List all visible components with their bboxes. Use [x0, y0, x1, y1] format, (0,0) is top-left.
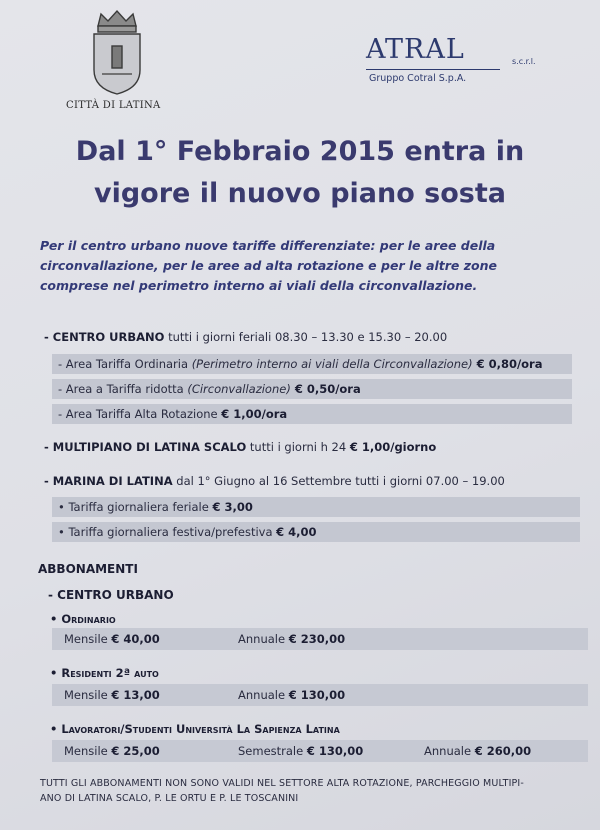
ordinario-annuale — [238, 632, 345, 646]
multipiano-row — [44, 440, 436, 454]
mensile-label: Mensile — [64, 688, 112, 702]
mensile-price: € 13,00 — [111, 688, 160, 702]
tariff-price: € 3,00 — [212, 500, 253, 514]
tariff-note: (Perimetro interno ai viali della Circonvallazione) — [191, 357, 473, 371]
tariff-note: (Circonvallazione) — [187, 382, 291, 396]
marina-hours: dal 1° Giugno al 16 Settembre tutti i giorni 07.00 – 19.00 — [172, 474, 505, 488]
tariff-label: - Area Tariffa Alta Rotazione — [58, 407, 222, 421]
company-logo: ATRAL — [366, 34, 465, 65]
annuale-price: € 260,00 — [474, 744, 532, 758]
ordinario-mensile — [64, 632, 160, 646]
multipiano-label: - MULTIPIANO DI LATINA SCALO — [44, 440, 247, 454]
tariff-row-ordinaria — [58, 357, 542, 371]
marina-label: - MARINA DI LATINA — [44, 474, 173, 488]
mensile-price: € 40,00 — [111, 632, 160, 646]
tariff-price: € 4,00 — [276, 525, 317, 539]
tariff-label: • Tariffa giornaliera feriale — [58, 500, 213, 514]
intro-line: Per il centro urbano nuove tariffe differenziate: per le aree della — [40, 238, 496, 253]
centro-label: - CENTRO URBANO — [44, 330, 165, 344]
lavoratori-semestrale — [238, 744, 363, 758]
semestrale-label: Semestrale — [238, 744, 307, 758]
company-suffix: s.c.r.l. — [512, 57, 536, 66]
footer-note — [40, 776, 580, 806]
footer-line: TUTTI GLI ABBONAMENTI NON SONO VALIDI NEL SETTORE ALTA ROTAZIONE, PARCHEGGIO MULTIPI- — [40, 778, 524, 789]
tariff-label: • Tariffa giornaliera festiva/prefestiva — [58, 525, 277, 539]
centro-hours: tutti i giorni feriali 08.30 – 13.30 e 15.30 – 20.00 — [168, 330, 448, 344]
city-crest-icon — [86, 8, 148, 96]
annuale-label: Annuale — [238, 688, 289, 702]
annuale-label: Annuale — [238, 632, 289, 646]
marina-feriale-row — [58, 500, 253, 514]
headline-line-1: Dal 1° Febbraio 2015 entra in — [75, 136, 525, 167]
lavoratori-label: • Lavoratori/Studenti Università La Sapienza Latina — [50, 722, 340, 736]
headline-line-2: vigore il nuovo piano sosta — [93, 178, 506, 209]
semestrale-price: € 130,00 — [306, 744, 364, 758]
company-group: Gruppo Cotral S.p.A. — [369, 73, 467, 84]
multipiano-price: € 1,00/giorno — [349, 440, 437, 454]
centro-urbano-heading — [44, 330, 447, 344]
intro-paragraph — [40, 236, 570, 296]
intro-line: comprese nel perimetro interno ai viali della circonvallazione. — [40, 278, 478, 293]
marina-festiva-row — [58, 525, 317, 539]
abbonamenti-title: ABBONAMENTI — [38, 562, 138, 576]
mensile-label: Mensile — [64, 744, 112, 758]
lavoratori-mensile — [64, 744, 160, 758]
residenti-mensile — [64, 688, 160, 702]
lavoratori-annuale — [424, 744, 531, 758]
mensile-price: € 25,00 — [111, 744, 160, 758]
tariff-price: € 0,50/ora — [290, 382, 361, 396]
tariff-row-ridotta — [58, 382, 361, 396]
logo-underline — [366, 69, 500, 70]
residenti-label: • Residenti 2ª auto — [50, 666, 159, 680]
annuale-price: € 130,00 — [288, 688, 346, 702]
ordinario-label: • Ordinario — [50, 612, 116, 626]
annuale-price: € 230,00 — [288, 632, 346, 646]
multipiano-hours: tutti i giorni h 24 — [246, 440, 350, 454]
tariff-price: € 1,00/ora — [221, 407, 288, 421]
residenti-annuale — [238, 688, 345, 702]
abbonamenti-section: - CENTRO URBANO — [48, 588, 174, 602]
tariff-price: € 0,80/ora — [472, 357, 543, 371]
footer-line: ANO DI LATINA SCALO, P. LE ORTU E P. LE TOSCANINI — [40, 793, 299, 804]
marina-heading — [44, 474, 505, 488]
tariff-label: - Area Tariffa Ordinaria — [58, 357, 192, 371]
tariff-row-alta-rotazione — [58, 407, 287, 421]
tariff-label: - Area a Tariffa ridotta — [58, 382, 188, 396]
intro-line: circonvallazione, per le aree ad alta rotazione e per le altre zone — [40, 258, 498, 273]
city-label: CITTÀ DI LATINA — [66, 100, 161, 111]
mensile-label: Mensile — [64, 632, 112, 646]
annuale-label: Annuale — [424, 744, 475, 758]
